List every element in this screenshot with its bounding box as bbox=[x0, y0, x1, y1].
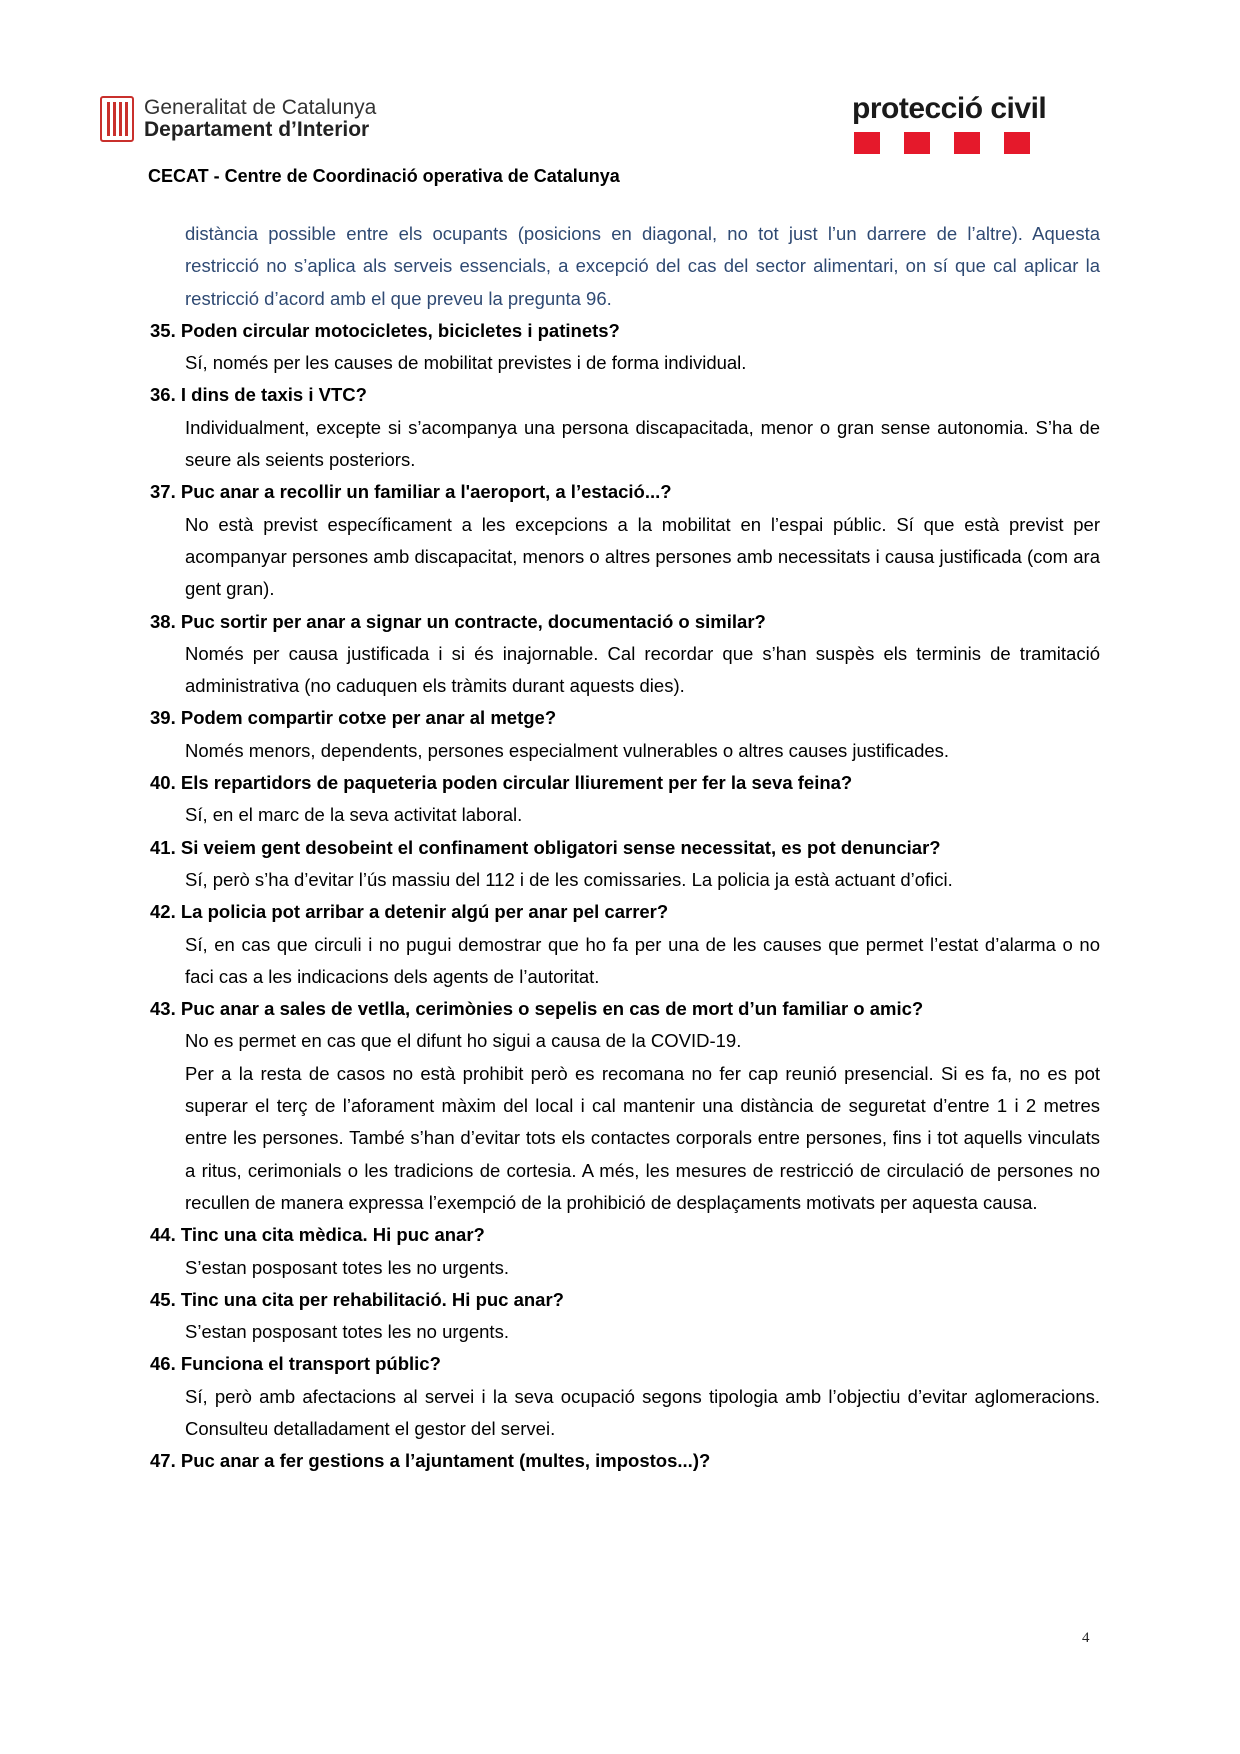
faq-question: 46. Funciona el transport públic? bbox=[150, 1353, 441, 1375]
faq-question: 41. Si veiem gent desobeint el confinament obligatori sense necessitat, es pot denunciar? bbox=[150, 836, 941, 858]
faq-answer: Sí, però s’ha d’evitar l’ús massiu del 112 i de les comissaries. La policia ja està actuant d’ofici. bbox=[185, 868, 953, 890]
faq-content bbox=[150, 218, 1100, 1478]
faq-answer: Sí, en cas que circuli i no pugui demostrar que ho fa per una de les causes que permet l’estat d’alarma o no faci cas a les indicacions dels agents de l’autoritat. bbox=[185, 933, 1100, 987]
faq-question: 36. I dins de taxis i VTC? bbox=[150, 384, 367, 406]
faq-question: 43. Puc anar a sales de vetlla, cerimònies o sepelis en cas de mort d’un familiar o amic? bbox=[150, 998, 924, 1020]
faq-question: 47. Puc anar a fer gestions a l’ajuntament (multes, impostos...)? bbox=[150, 1450, 711, 1472]
faq-question: 39. Podem compartir cotxe per anar al metge? bbox=[150, 707, 557, 729]
proteccio-civil-title: protecció civil bbox=[852, 92, 1047, 125]
faq-answer: No es permet en cas que el difunt ho sigui a causa de la COVID-19. bbox=[185, 1030, 742, 1052]
faq-list bbox=[150, 315, 1100, 1478]
cecat-heading: CECAT - Centre de Coordinació operativa de Catalunya bbox=[148, 166, 620, 186]
faq-answer: S’estan posposant totes les no urgents. bbox=[185, 1321, 509, 1343]
faq-question: 38. Puc sortir per anar a signar un contracte, documentació o similar? bbox=[150, 610, 766, 632]
faq-answer: Individualment, excepte si s’acompanya una persona discapacitada, menor o gran sense autonomia. S’ha de seure als seients posteriors. bbox=[185, 416, 1100, 471]
red-squares-icon bbox=[854, 132, 1046, 154]
faq-question: 45. Tinc una cita per rehabilitació. Hi puc anar? bbox=[150, 1288, 564, 1310]
faq-answer: Sí, en el marc de la seva activitat laboral. bbox=[185, 804, 523, 826]
faq-answer: Sí, només per les causes de mobilitat previstes i de forma individual. bbox=[185, 352, 747, 374]
faq-question: 40. Els repartidors de paqueteria poden circular lliurement per fer la seva feina? bbox=[150, 772, 853, 794]
page-number: 4 bbox=[1082, 1630, 1090, 1646]
faq-question: 42. La policia pot arribar a detenir algú per anar pel carrer? bbox=[150, 901, 669, 923]
faq-answer: Només per causa justificada i si és inajornable. Cal recordar que s’han suspès els terminis de tramitació administrativa (no caduquen els tràmits durant aquests dies). bbox=[185, 642, 1100, 697]
faq-answer: Només menors, dependents, persones especialment vulnerables o altres causes justificades. bbox=[185, 739, 950, 761]
faq-answer: Sí, però amb afectacions al servei i la seva ocupació segons tipologia amb l’objectiu d’evitar aglomeracions. Consulteu detalladament el gestor del servei. bbox=[185, 1385, 1100, 1439]
faq-answer: Per a la resta de casos no està prohibit però es recomana no fer cap reunió presencial. Si es fa, no es pot superar el terç de l’aforament màxim del local i cal mantenir una distància de seguretat d’entre 1 i 2 metres entre les persones. També s’han d’evitar tots els contactes corporals entre persones, fins i tot aquells vinculats a ritus, cerimonials o les tradicions de cortesia. A més, les mesures de restricció de circulació de persones no recullen de manera expressa l’exempció de la prohibició de desplaçaments motivats per aquesta causa. bbox=[185, 1062, 1100, 1213]
generalitat-logo bbox=[100, 96, 376, 142]
faq-answer: S’estan posposant totes les no urgents. bbox=[185, 1256, 509, 1278]
faq-answer: No està previst específicament a les excepcions a la mobilitat en l’espai públic. Sí que està previst per acompanyar persones amb discapacitat, menors o altres persones amb necessitats i causa justificada (com ara gent gran). bbox=[185, 513, 1100, 600]
faq-question: 37. Puc anar a recollir un familiar a l'aeroport, a l’estació...? bbox=[150, 481, 672, 503]
department-name: Departament d’Interior bbox=[144, 118, 370, 141]
senyera-icon bbox=[100, 96, 134, 142]
faq-question: 44. Tinc una cita mèdica. Hi puc anar? bbox=[150, 1224, 485, 1246]
faq-question: 35. Poden circular motocicletes, bicicletes i patinets? bbox=[150, 319, 620, 341]
generalitat-name: Generalitat de Catalunya bbox=[144, 96, 377, 119]
intro-continuation: distància possible entre els ocupants (posicions en diagonal, no tot just l’un darrere de l’altre). Aquesta restricció no s’aplica als serveis essencials, a excepció del cas del sector alimentari, on sí que cal aplicar la restricció d’acord amb el que preveu la pregunta 96. bbox=[185, 223, 1101, 309]
proteccio-civil-logo bbox=[852, 94, 1046, 154]
